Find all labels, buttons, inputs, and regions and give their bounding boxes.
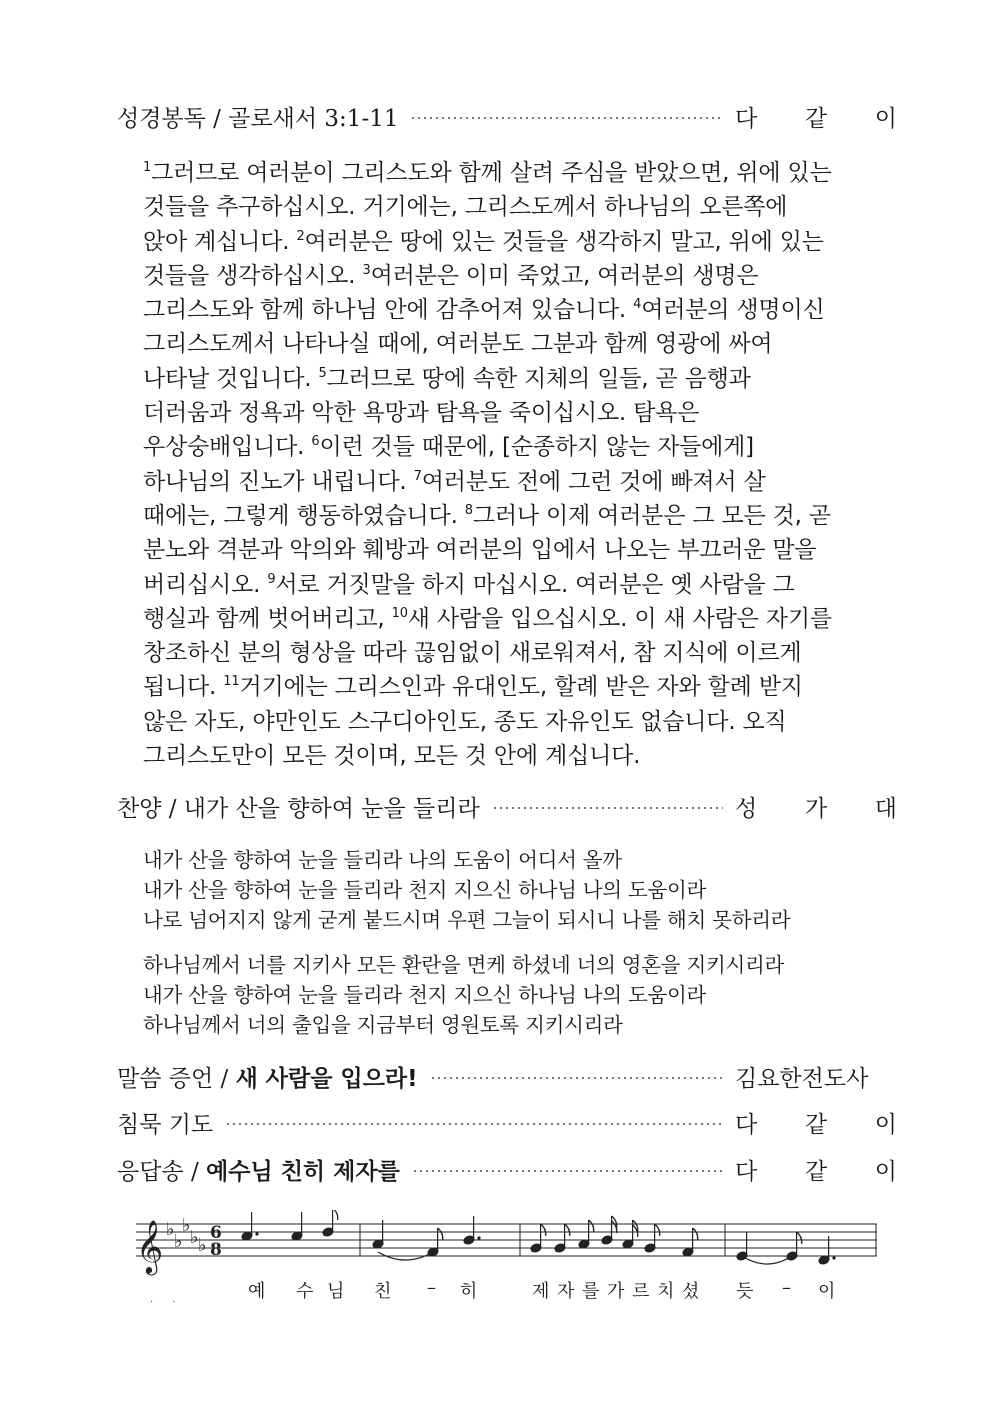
verse-text: 서로 거짓말을 하지 마십시오. 여러분은 옛 사람을 그	[275, 571, 795, 598]
order-item-hymn	[117, 786, 897, 826]
scripture-line	[143, 190, 883, 224]
order-item-leader: 성 가 대	[735, 795, 897, 822]
lyrics-verse-1	[143, 845, 903, 935]
note-flag	[655, 1224, 660, 1236]
verse-text: 여러분도 전에 그런 것에 빠져서 살	[421, 468, 766, 495]
note-dot	[477, 1236, 480, 1239]
verse-text: 여러분은 이미 죽었고, 여러분의 생명은	[370, 262, 759, 289]
verse-text: 것들을 추구하십시오. 거기에는, 그리스도께서 하나님의 오른쪽에	[143, 194, 788, 221]
verse-text: 여러분은 땅에 있는 것들을 생각하지 말고, 위에 있는	[304, 228, 824, 255]
dot-leader	[430, 1077, 723, 1079]
syllable: 예	[248, 1281, 266, 1302]
verse-text: 새 사람을 입으십시오. 이 새 사람은 자기를	[407, 605, 832, 632]
scripture-line	[143, 568, 883, 602]
verse-text: 이런 것들 때문에, [순종하지 않는 자들에게]	[319, 434, 754, 461]
scripture-line	[143, 430, 883, 464]
dot-leader	[410, 117, 723, 119]
verse-text: 됩니다.	[143, 674, 224, 701]
scripture-line	[143, 156, 883, 190]
scripture-line	[143, 705, 883, 739]
treble-clef-icon: 𝄞	[136, 1219, 164, 1273]
note-flag	[693, 1228, 698, 1240]
order-item-title: 응답송 / 예수님 친히 제자를	[117, 1158, 400, 1185]
note-flag	[438, 1228, 443, 1240]
order-item-leader: 다 같 이	[735, 1111, 897, 1138]
order-item-leader: 다 같 이	[735, 105, 897, 132]
note-flag	[589, 1220, 594, 1232]
scripture-line	[143, 533, 883, 567]
verse-number: 8	[464, 502, 473, 518]
order-item-sermon	[117, 1056, 897, 1096]
svg-text:♭: ♭	[198, 1235, 207, 1256]
scripture-line	[143, 259, 883, 293]
syllable: 수	[296, 1281, 314, 1302]
lyric-line: 하나님께서 너를 지키사 모든 환란을 면케 하셨네 너의 영혼을 지키시리라	[143, 953, 785, 977]
sermon-title: 새 사람을 입으라!	[235, 1065, 418, 1092]
verse-number: 10	[391, 605, 408, 621]
verse-text: 앉아 계십니다.	[143, 228, 297, 255]
note-flag	[541, 1224, 546, 1236]
verse-text: 우상숭배입니다.	[143, 434, 312, 461]
syllable: 히	[460, 1281, 478, 1302]
svg-text:♭: ♭	[182, 1215, 191, 1236]
verse-text: 그러나 이제 여러분은 그 모든 것, 곧	[472, 502, 831, 529]
verse-text: 나타날 것입니다.	[143, 365, 319, 392]
syllable: 님	[327, 1281, 345, 1302]
verse-number: 1	[143, 160, 152, 175]
verse-text: 그러므로 땅에 속한 지체의 일들, 곧 음행과	[326, 365, 751, 392]
response-song-title: 예수님 친히 제자를	[206, 1158, 400, 1185]
lyric-line: 내가 산을 향하여 눈을 들리라 나의 도움이 어디서 올까	[143, 848, 622, 872]
slur	[742, 1256, 792, 1264]
verse-text: 여러분의 생명이신	[641, 297, 825, 324]
note-flag	[333, 1210, 338, 1220]
dot-leader	[492, 807, 723, 809]
scripture-line	[143, 499, 883, 533]
order-item-scripture	[117, 96, 897, 136]
lyric-line: 나로 넘어지지 않게 굳게 붙드시며 우편 그늘이 되시니 나를 해치 못하리라	[143, 908, 791, 932]
scripture-line	[143, 465, 883, 499]
syllable: 셨	[682, 1281, 700, 1302]
verse-text: 그리스도께서 나타나실 때에, 여러분도 그분과 함께 영광에 싸여	[143, 331, 773, 358]
verse-text: 더러움과 정욕과 악한 욕망과 탐욕을 죽이십시오. 탐욕은	[143, 400, 700, 427]
lyric-line: 내가 산을 향하여 눈을 들리라 천지 지으신 하나님 나의 도움이라	[143, 983, 707, 1007]
syllable: 듯	[736, 1281, 754, 1302]
time-signature	[210, 1223, 222, 1260]
syllable: –	[782, 1277, 791, 1298]
verse-text: 때에는, 그렇게 행동하였습니다.	[143, 502, 465, 529]
syllable: 이	[818, 1281, 836, 1302]
key-signature-flats	[166, 1215, 207, 1256]
scripture-line	[143, 670, 883, 704]
order-item-title: 말씀 증언 / 새 사람을 입으라!	[117, 1065, 418, 1092]
scripture-line	[143, 636, 883, 670]
verse-text: 그리스도와 함께 하나님 안에 감추어져 있습니다.	[143, 297, 634, 324]
lyric-line: 내가 산을 향하여 눈을 들리라 천지 지으신 하나님 나의 도움이라	[143, 878, 707, 902]
order-item-title: 성경봉독 / 골로새서 3:1-11	[117, 105, 399, 132]
verse-text: 창조하신 분의 형상을 따라 끊임없이 새로워져서, 참 지식에 이르게	[143, 640, 802, 667]
verse-text: 버리십시오.	[143, 571, 268, 598]
scripture-line	[143, 293, 883, 327]
verse-number: 3	[362, 262, 371, 278]
svg-text:♭: ♭	[166, 1219, 175, 1240]
syllable: –	[427, 1277, 436, 1298]
order-item-leader: 김요한전도사	[735, 1065, 869, 1092]
order-item-title: 침묵 기도	[117, 1111, 214, 1138]
verse-text: 그리스도만이 모든 것이며, 모든 것 안에 계십니다.	[143, 743, 641, 770]
order-item-silent-prayer	[117, 1102, 897, 1142]
scripture-line	[143, 225, 883, 259]
notes	[241, 1210, 836, 1265]
verse-text: 않은 자도, 야만인도 스구디아인도, 종도 자유인도 없습니다. 오직	[143, 708, 787, 735]
scripture-line	[143, 396, 883, 430]
scripture-line	[143, 362, 883, 396]
verse-text: 것들을 생각하십시오.	[143, 262, 363, 289]
syllable: 가	[607, 1281, 625, 1302]
verse-text: 그러므로 여러분이 그리스도와 함께 살려 주심을 받았으면, 위에 있는	[151, 160, 832, 186]
order-item-response	[117, 1149, 897, 1189]
svg-text:6: 6	[210, 1223, 222, 1243]
scripture-line	[143, 739, 883, 773]
order-item-leader: 다 같 이	[735, 1158, 897, 1185]
note-flag	[797, 1232, 802, 1244]
verse-number: 6	[311, 434, 320, 450]
scripture-line	[143, 327, 883, 361]
verse-number: 5	[318, 365, 327, 381]
svg-text:8: 8	[210, 1240, 222, 1260]
verse-text: 행실과 함께 벗어버리고,	[143, 605, 392, 632]
scripture-line	[143, 602, 883, 636]
syllable: 제	[532, 1281, 550, 1302]
staff-svg	[132, 1210, 882, 1280]
scripture-text	[143, 156, 883, 773]
dot-leader	[225, 1123, 723, 1125]
svg-text:♭: ♭	[174, 1231, 183, 1252]
syllable: 치	[657, 1281, 675, 1302]
lyrics-verse-2	[143, 950, 903, 1040]
syllable: 르	[632, 1281, 650, 1302]
syllable: 를	[582, 1281, 600, 1302]
verse-number: 11	[223, 674, 240, 690]
dot-leader	[412, 1170, 723, 1172]
verse-number: 4	[633, 297, 642, 313]
order-item-title: 찬양 / 내가 산을 향하여 눈을 들리라	[117, 795, 480, 822]
verse-text: 거기에는 그리스인과 유대인도, 할례 받은 자와 할례 받지	[239, 674, 803, 701]
note-dot	[255, 1232, 258, 1235]
verse-number: 7	[413, 468, 422, 484]
stray-marks: · ·	[150, 1297, 176, 1308]
verse-number: 9	[267, 571, 276, 587]
lyric-line: 하나님께서 너의 출입을 지금부터 영원토록 지키시리라	[143, 1013, 623, 1037]
syllable: 자	[557, 1281, 575, 1302]
svg-text:♭: ♭	[190, 1227, 199, 1248]
verse-number: 2	[296, 228, 305, 244]
syllable: 친	[374, 1281, 392, 1302]
note-dot	[832, 1256, 835, 1259]
verse-text: 분노와 격분과 악의와 훼방과 여러분의 입에서 나오는 부끄러운 말을	[143, 537, 817, 564]
music-score	[132, 1210, 882, 1310]
note-flag	[565, 1224, 570, 1236]
verse-text: 하나님의 진노가 내립니다.	[143, 468, 414, 495]
